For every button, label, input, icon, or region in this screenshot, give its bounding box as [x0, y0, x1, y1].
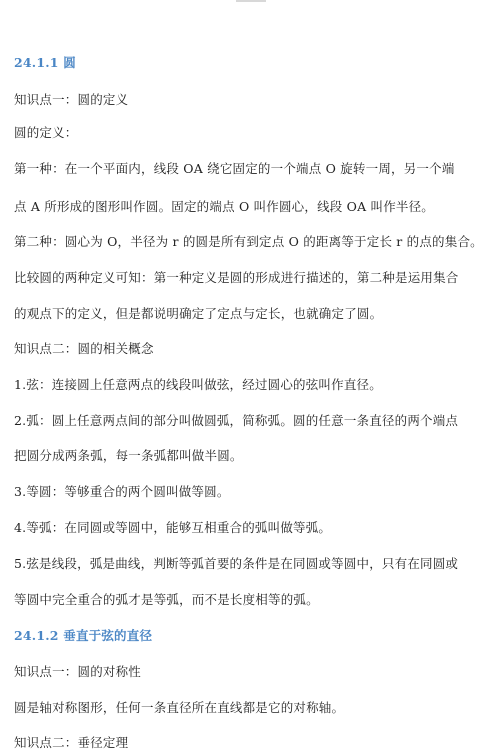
knowledge-point-title: 知识点二：圆的相关概念 — [14, 341, 154, 356]
paragraph-line: 的观点下的定义，但是都说明确定了定点与定长，也就确定了圆。 — [14, 306, 383, 321]
knowledge-point-title: 知识点一：圆的对称性 — [14, 664, 142, 679]
list-item: 4.等弧：在同圆或等圆中，能够互相重合的弧叫做等弧。 — [14, 520, 332, 535]
paragraph-line: 第一种：在一个平面内，线段 OA 绕它固定的一个端点 O 旋转一周，另一个端 — [14, 161, 455, 176]
knowledge-point-title: 知识点二：垂径定理 — [14, 735, 129, 750]
definition-label: 圆的定义： — [14, 125, 78, 140]
page-top-divider — [236, 0, 266, 2]
paragraph-line: 圆是轴对称图形，任何一条直径所在直线都是它的对称轴。 — [14, 700, 345, 715]
section-heading-24-1-1: 24.1.1 圆 — [14, 55, 76, 70]
paragraph-line: 比较圆的两种定义可知：第一种定义是圆的形成进行描述的，第二种是运用集合 — [14, 270, 459, 285]
list-item: 5.弦是线段，弧是曲线，判断等弧首要的条件是在同圆或等圆中，只有在同圆或 — [14, 556, 459, 571]
list-item-continuation: 把圆分成两条弧，每一条弧都叫做半圆。 — [14, 448, 243, 463]
list-item: 1.弦：连接圆上任意两点的线段叫做弦，经过圆心的弦叫作直径。 — [14, 377, 382, 392]
paragraph-line: 点 A 所形成的图形叫作圆。固定的端点 O 叫作圆心，线段 OA 叫作半径。 — [14, 199, 434, 214]
list-item-continuation: 等圆中完全重合的弧才是等弧，而不是长度相等的弧。 — [14, 592, 319, 607]
list-item: 2.弧：圆上任意两点间的部分叫做圆弧，简称弧。圆的任意一条直径的两个端点 — [14, 413, 459, 428]
list-item: 3.等圆：等够重合的两个圆叫做等圆。 — [14, 484, 230, 499]
paragraph-line: 第二种：圆心为 O，半径为 r 的圆是所有到定点 O 的距离等于定长 r 的点的集合。 — [14, 234, 483, 249]
knowledge-point-title: 知识点一：圆的定义 — [14, 92, 129, 107]
section-heading-24-1-2: 24.1.2 垂直于弦的直径 — [14, 628, 153, 643]
